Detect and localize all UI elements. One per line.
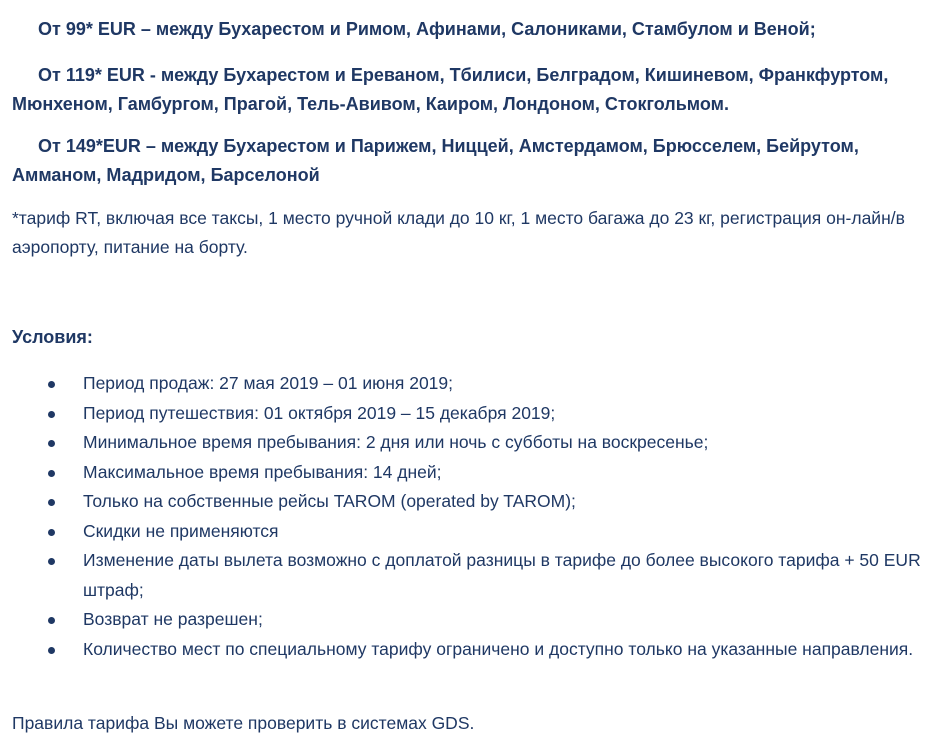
list-item-text: Возврат не разрешен; — [83, 609, 263, 629]
conditions-title: Условия: — [12, 327, 93, 347]
fare-rules-note: Правила тарифа Вы можете проверить в системах GDS. — [12, 713, 475, 733]
bullet-icon — [48, 617, 55, 624]
fare-line-149 — [12, 132, 937, 190]
bullet-icon — [48, 647, 55, 654]
list-item — [12, 635, 937, 665]
list-item-text: Количество мест по специальному тарифу ограничено и доступно только на указанные направления. — [83, 638, 914, 659]
list-item-text: Период путешествия: 01 октября 2019 – 15 декабря 2019; — [83, 402, 556, 423]
fare-line-119 — [12, 61, 937, 119]
bullet-icon — [48, 411, 55, 418]
list-item-text: Изменение даты вылета возможно с доплатой разницы в тарифе до более высокого тарифа + 50 EUR штраф; — [83, 550, 921, 600]
fare-text: От 119* EUR - между Бухарестом и Ереваном, Тбилиси, Белградом, Кишиневом, Франкфуртом, Мюнхеном, Гамбургом, Прагой, Тель-Авивом, Каиром, Лондоном, Стокгольмом. — [12, 65, 889, 114]
fare-footnote: *тариф RT, включая все таксы, 1 место ручной клади до 10 кг, 1 место багажа до 23 кг, регистрация он-лайн/в аэропорту, питание на борту. — [12, 208, 905, 257]
list-item — [12, 428, 937, 458]
list-item — [12, 399, 937, 429]
list-item — [12, 605, 937, 635]
bullet-icon — [48, 529, 55, 536]
bullet-icon — [48, 470, 55, 477]
bullet-icon — [48, 381, 55, 388]
list-item-text: Максимальное время пребывания: 14 дней; — [83, 461, 442, 482]
list-item — [12, 369, 937, 399]
fare-text: От 99* EUR – между Бухарестом и Римом, Афинами, Салониками, Стамбулом и Веной; — [38, 19, 816, 39]
list-item-text: Период продаж: 27 мая 2019 – 01 июня 2019; — [83, 373, 454, 393]
fare-text: От 149*EUR – между Бухарестом и Парижем, Ниццей, Амстердамом, Брюсселем, Бейрутом, Амманом, Мадридом, Барселоной — [12, 136, 859, 185]
list-item-text: Минимальное время пребывания: 2 дня или ночь с субботы на воскресенье; — [83, 432, 709, 452]
conditions-list — [12, 369, 937, 664]
list-item-text: Скидки не применяются — [83, 520, 279, 541]
list-item-text: Только на собственные рейсы TAROM (operated by TAROM); — [83, 491, 576, 511]
bullet-icon — [48, 440, 55, 447]
fare-line-99 — [12, 15, 816, 44]
list-item — [12, 458, 937, 488]
bullet-icon — [48, 499, 55, 506]
bullet-icon — [48, 558, 55, 565]
list-item — [12, 546, 937, 605]
list-item — [12, 487, 937, 517]
list-item — [12, 517, 937, 547]
